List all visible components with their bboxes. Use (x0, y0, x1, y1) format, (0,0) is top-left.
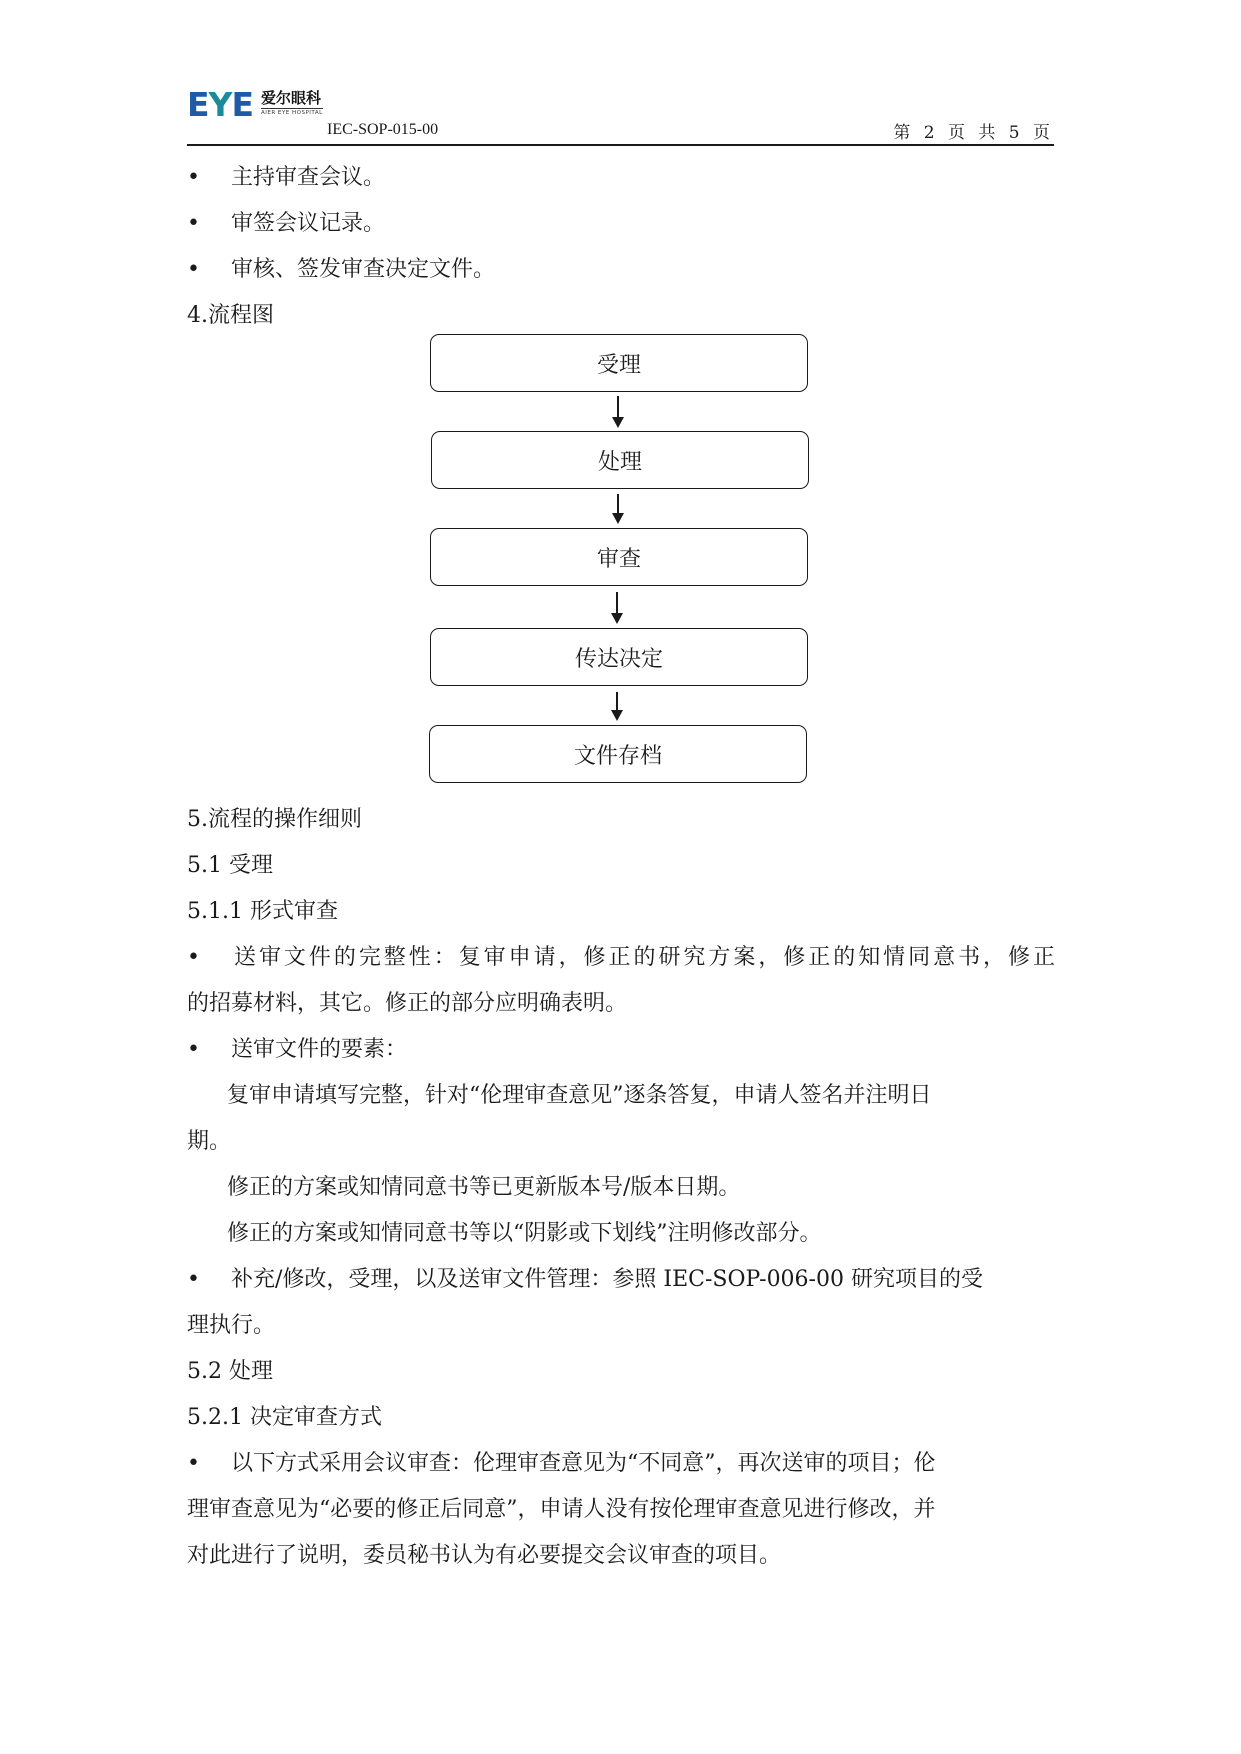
flow-step-communicate-decision: 传达决定 (430, 628, 808, 686)
paragraph-text: 补充/修改，受理，以及送审文件管理：参照 IEC-SOP-006-00 研究项目的受 (231, 1267, 983, 1292)
list-item-text: 主持审查会议。 (231, 165, 386, 190)
document-code: IEC-SOP-015-00 (327, 121, 439, 138)
bullet-icon: • (187, 945, 200, 970)
bullet-icon: • (187, 211, 200, 236)
section-5-1-1-title: 5.1.1 形式审查 (187, 899, 338, 924)
page-number: 第 2 页 共 5 页 (893, 123, 1054, 143)
bullet-meeting-review-line1 (187, 1441, 1055, 1487)
section-5-2-title: 5.2 处理 (187, 1359, 273, 1384)
bullet-icon: • (187, 165, 200, 190)
section-5 (187, 797, 1055, 1579)
list-item (187, 155, 1055, 201)
paragraph-3: 修正的方案或知情同意书等以“阴影或下划线”注明修改部分。 (227, 1221, 822, 1246)
bullet-completeness-line2: 的招募材料，其它。修正的部分应明确表明。 (187, 991, 628, 1016)
logo-english-name: AIER EYE HOSPITAL (261, 110, 323, 116)
paragraph-1-line1: 复审申请填写完整，针对“伦理审查意见”逐条答复，申请人签名并注明日 (227, 1083, 932, 1108)
flow-step-review: 审查 (430, 528, 808, 586)
arrow-down-icon (617, 396, 619, 426)
list-item (187, 201, 1055, 247)
bullet-icon: • (187, 1267, 200, 1292)
arrow-down-icon (617, 494, 619, 522)
bullet-supplement-line2: 理执行。 (187, 1313, 276, 1338)
list-item (187, 247, 1055, 293)
paragraph-text: 送审文件的完整性：复审申请，修正的研究方案，修正的知情同意书，修正 (231, 945, 1055, 970)
bullet-meeting-review-line3: 对此进行了说明，委员秘书认为有必要提交会议审查的项目。 (187, 1543, 782, 1568)
paragraph-text: 送审文件的要素： (231, 1037, 408, 1062)
logo-mark: EYE (187, 85, 253, 124)
section-5-2-1-title: 5.2.1 决定审查方式 (187, 1405, 382, 1430)
bullet-icon: • (187, 1037, 200, 1062)
arrow-down-icon (616, 592, 618, 622)
bullet-icon: • (187, 257, 200, 282)
section-5-1-title: 5.1 受理 (187, 853, 273, 878)
section-4-title: 4.流程图 (187, 303, 274, 328)
bullet-completeness-line1 (187, 935, 1055, 981)
flow-step-accept: 受理 (430, 334, 808, 392)
bullet-icon: • (187, 1451, 200, 1476)
bullet-meeting-review-line2: 理审查意见为“必要的修正后同意”，申请人没有按伦理审查意见进行修改，并 (187, 1497, 936, 1522)
list-item-text: 审核、签发审查决定文件。 (231, 257, 496, 282)
paragraph-1-line2: 期。 (187, 1129, 232, 1154)
logo-chinese-name: 爱尔眼科 (261, 89, 322, 107)
page-header (187, 84, 1054, 146)
duties-list (187, 155, 1055, 339)
paragraph-text: 以下方式采用会议审查：伦理审查意见为“不同意”，再次送审的项目；伦 (231, 1451, 936, 1476)
flow-step-process: 处理 (431, 431, 809, 489)
arrow-down-icon (616, 692, 618, 719)
hospital-logo (187, 85, 323, 124)
flow-step-archive: 文件存档 (429, 725, 807, 783)
bullet-supplement-line1 (187, 1257, 1055, 1303)
bullet-elements (187, 1027, 1055, 1073)
logo-text (261, 88, 323, 117)
list-item-text: 审签会议记录。 (231, 211, 386, 236)
section-5-title: 5.流程的操作细则 (187, 807, 362, 832)
paragraph-2: 修正的方案或知情同意书等已更新版本号/版本日期。 (227, 1175, 741, 1200)
